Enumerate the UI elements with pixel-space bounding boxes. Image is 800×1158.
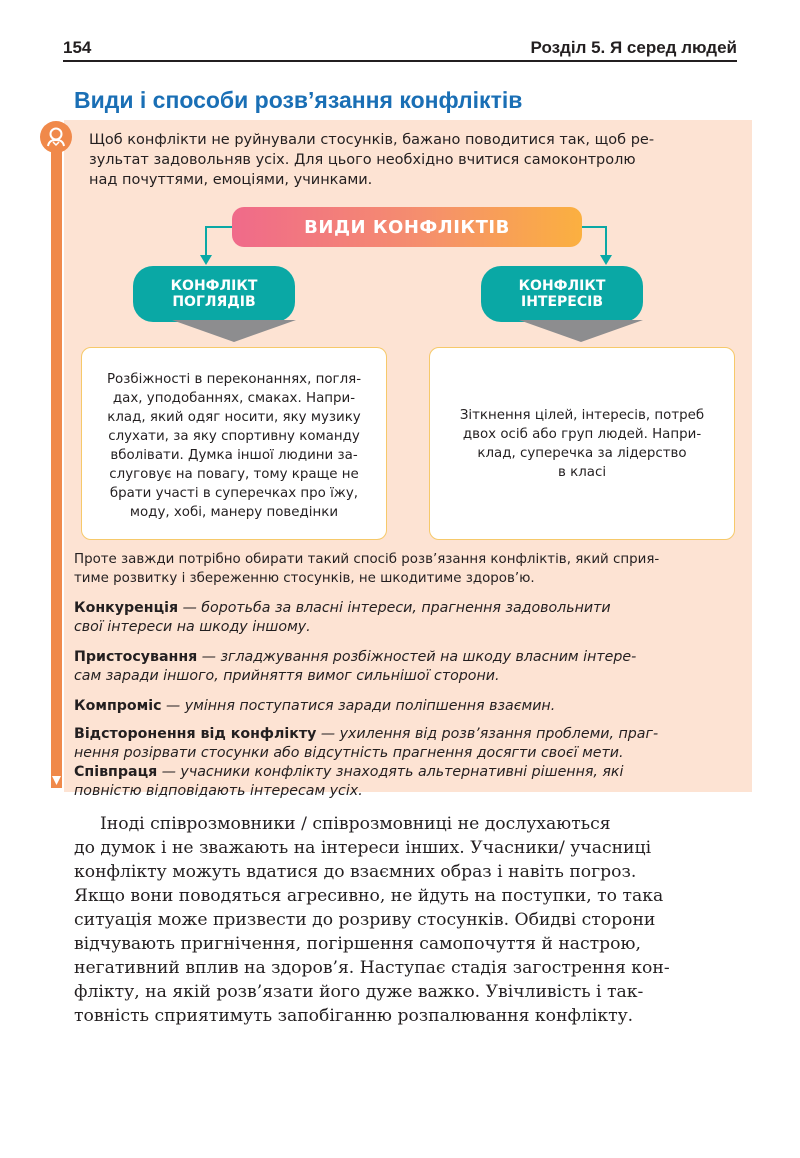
person-icon — [40, 121, 72, 153]
page-number: 154 — [63, 38, 92, 57]
intro-line: Щоб конфлікти не руйнували стосунків, бажано поводитися так, щоб ре- — [89, 132, 655, 148]
definition-text: нення розірвати стосунки або відсутність прагнення досягти своєї мети. — [74, 745, 624, 761]
intro-paragraph — [89, 130, 739, 190]
definition-term: Компроміс — [74, 698, 162, 714]
header-rule — [63, 60, 737, 62]
definition-competition — [74, 599, 744, 637]
down-arrow-icon — [51, 773, 62, 788]
intro-line: зультат задовольняв усіх. Для цього необхідно вчитися самоконтролю — [89, 152, 636, 168]
card-line: вболівати. Думка іншої людини за- — [110, 447, 358, 463]
body-line: ситуація може призвести до розриву стосунків. Обидві сторони — [74, 910, 656, 930]
definition-accommodation — [74, 648, 744, 686]
definition-term: Конкуренція — [74, 600, 179, 616]
badge — [40, 121, 72, 153]
side-bar — [51, 128, 62, 788]
definition-text: — учасники конфлікту знаходять альтернативні рішення, які — [157, 764, 624, 780]
type-pill-views — [133, 266, 295, 322]
body-line: конфлікту можуть вдатися до взаємних образ і навіть погроз. — [74, 862, 637, 882]
body-line: товність сприятимуть запобіганню розпалювання конфлікту. — [74, 1006, 634, 1026]
pointer-triangle-left — [172, 320, 296, 342]
pill-line: КОНФЛІКТ — [518, 278, 606, 294]
body-line: Іноді співрозмовники / співрозмовниці не дослухаються — [100, 814, 611, 834]
definition-avoidance — [74, 725, 744, 763]
intro-line: над почуттями, емоціями, учинками. — [89, 172, 373, 188]
card-line: дах, уподобаннях, смаках. Напри- — [112, 390, 356, 406]
definition-term: Співпраця — [74, 764, 158, 780]
card-line: Розбіжності в переконаннях, погля- — [106, 371, 362, 387]
definition-text: — згладжування розбіжностей на шкоду власним інтере- — [197, 649, 637, 665]
pill-line: ПОГЛЯДІВ — [172, 294, 256, 310]
card-interests — [429, 347, 735, 540]
definition-term: Відсторонення від конфлікту — [74, 726, 317, 742]
definition-text: — уміння поступатися заради поліпшення взаємин. — [161, 698, 556, 714]
card-line: брати участі в суперечках про їжу, — [109, 485, 359, 501]
card-line: слухати, за яку спортивну команду — [108, 428, 360, 444]
body-line: негативний вплив на здоров’я. Наступає стадія загострення кон- — [74, 958, 670, 978]
after-diagram-paragraph — [74, 550, 742, 588]
card-line: Зіткнення цілей, інтересів, потреб — [459, 407, 705, 423]
definition-term: Пристосування — [74, 649, 198, 665]
definition-text: повністю відповідають інтересам усіх. — [74, 783, 363, 799]
chapter-title: Розділ 5. Я серед людей — [530, 38, 737, 57]
pill-line: ІНТЕРЕСІВ — [520, 294, 604, 310]
body-line: Якщо вони поводяться агресивно, не йдуть на поступки, то така — [74, 886, 664, 906]
card-line: моду, хобі, манеру поведінки — [129, 504, 339, 520]
card-line: клад, який одяг носити, яку музику — [107, 409, 361, 425]
card-line: слуговує на повагу, тому краще не — [109, 466, 359, 482]
definition-text: — боротьба за власні інтереси, прагнення задовольнити — [178, 600, 611, 616]
definition-text: сам заради іншого, прийняття вимог сильнішої сторони. — [74, 668, 500, 684]
definition-text: — ухилення від розв’язання проблеми, праг- — [316, 726, 659, 742]
text-line: тиме розвитку і збереженню стосунків, не шкодитиме здоров’ю. — [74, 571, 535, 586]
card-views — [81, 347, 387, 540]
card-line: двох осіб або груп людей. Напри- — [462, 426, 702, 442]
kinds-title: ВИДИ КОНФЛІКТІВ — [232, 207, 582, 247]
definition-cooperation — [74, 763, 744, 801]
text-line: Проте завжди потрібно обирати такий спосіб розв’язання конфліктів, який сприя- — [74, 552, 660, 567]
section-title: Види і способи розв’язання конфліктів — [74, 87, 523, 113]
body-line: флікту, на якій розв’язати його дуже важко. Увічливість і так- — [74, 982, 644, 1002]
definition-text: свої інтереси на шкоду іншому. — [74, 619, 311, 635]
body-line: відчувають пригнічення, погіршення самопочуття й настрою, — [74, 934, 641, 954]
body-line: до думок і не зважають на інтереси інших. Учасники/ учасниці — [74, 838, 652, 858]
card-line: клад, суперечка за лідерство — [477, 445, 687, 461]
definition-compromise — [74, 697, 744, 716]
pointer-triangle-right — [519, 320, 643, 342]
card-line: в класі — [557, 464, 607, 480]
type-pill-interests — [481, 266, 643, 322]
body-paragraph — [74, 812, 744, 1028]
pill-line: КОНФЛІКТ — [170, 278, 258, 294]
